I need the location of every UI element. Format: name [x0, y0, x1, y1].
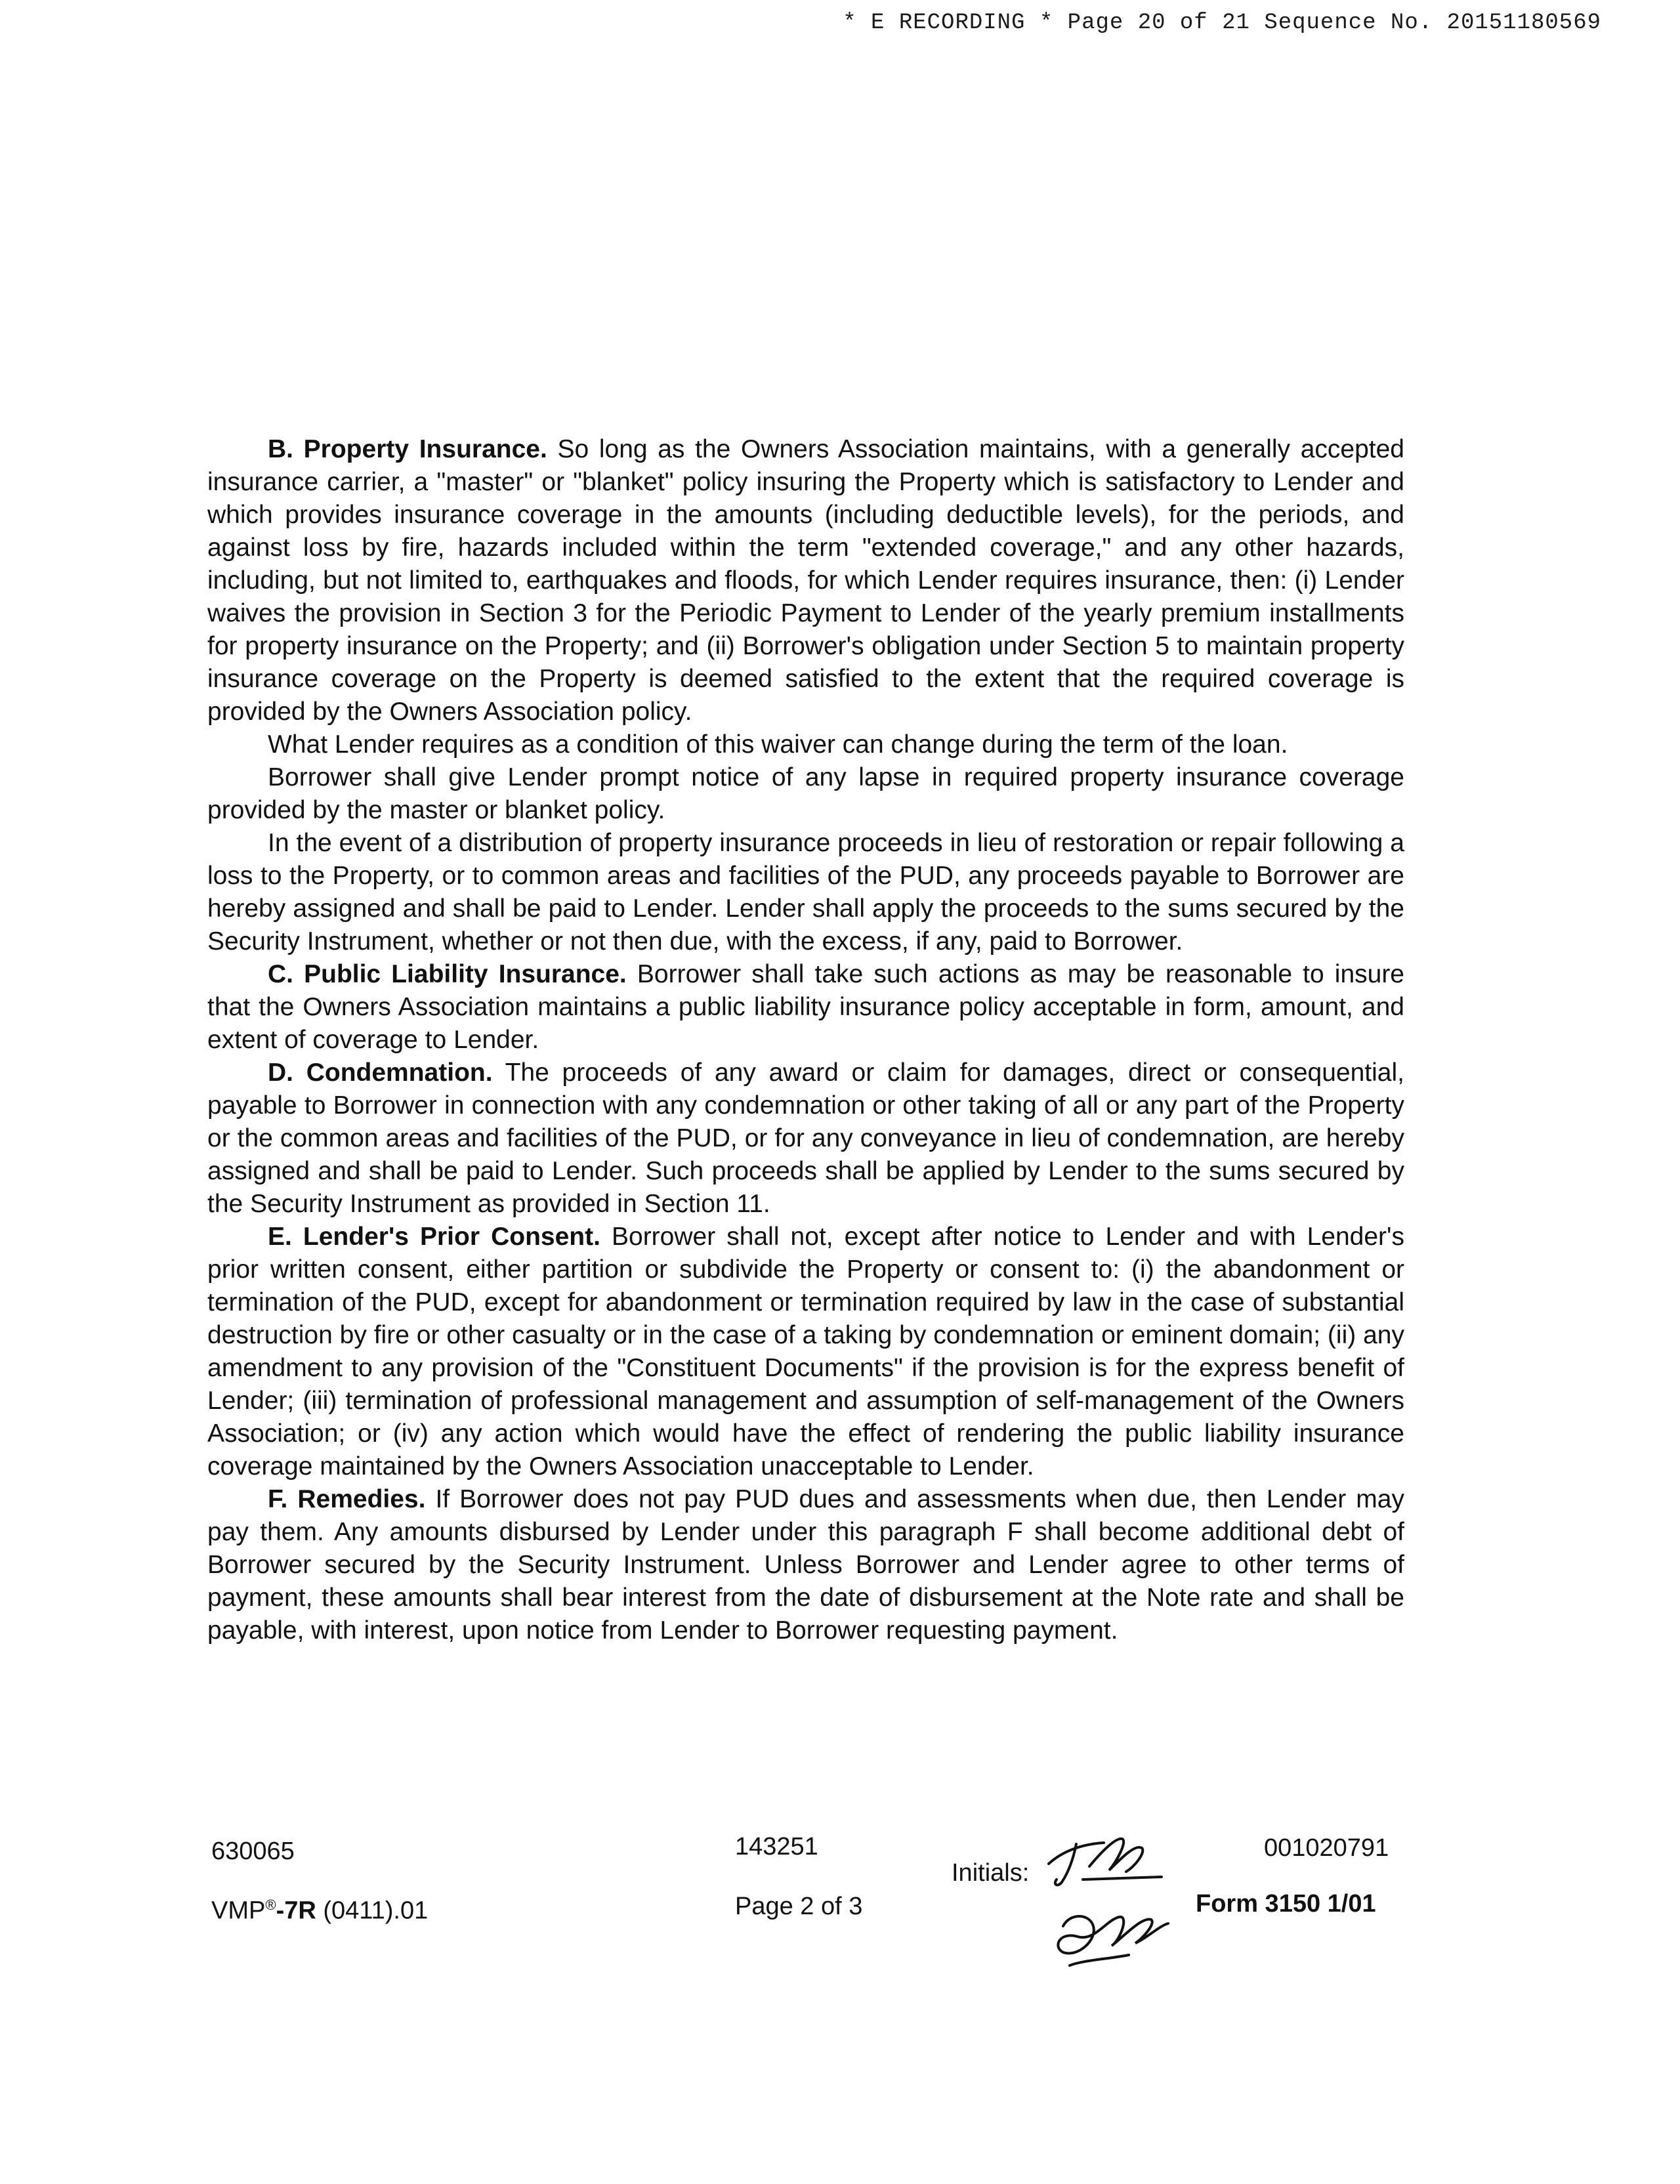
section-text: So long as the Owners Association maintains, with a generally accepted insurance carrier, a "master" or "blanket" policy insuring the Property which is satisfactory to Lender and which provides insurance coverage in the amounts (including deductible levels), for the periods, and against loss by fire, hazards included within the term "extended coverage," and any other hazards, including, but not limited to, earthquakes and floods, for which Lender requires insurance, then: (i) Lender waives the provision in Section 3 for the Periodic Payment to Lender of the yearly premium installments for property insurance on the Property; and (ii) Borrower's obligation under Section 5 to maintain property insurance coverage on the Property is deemed satisfied to the extent that the required coverage is provided by the Owners Association policy. — [207, 435, 1404, 726]
section-text: Borrower shall give Lender prompt notice of any lapse in required property insurance coverage provided by the master or blanket policy. — [207, 763, 1404, 824]
initials-label: Initials: — [952, 1859, 1030, 1887]
section-text: Borrower shall take such actions as may be reasonable to insure that the Owners Association maintains a public liability insurance policy acceptable in form, amount, and extent of coverage to Lender. — [207, 960, 1405, 1054]
form-code — [211, 1897, 428, 1925]
section-text: Borrower shall not, except after notice to Lender and with Lender's prior written consent, either partition or subdivide the Property or consent to: (i) the abandonment or termination of the PUD, except for abandonment or termination required by law in the case of substantial destruction by fire or other casualty or in the case of a taking by condemnation or eminent domain; (ii) any amendment to any provision of the "Constituent Documents" if the provision is for the express benefit of Lender; (iii) termination of professional management and assumption of self-management of the Owners Association; or (iv) any action which would have the effect of rendering the public liability insurance coverage maintained by the Owners Association unacceptable to Lender. — [207, 1223, 1404, 1480]
section-text: What Lender requires as a condition of this waiver can change during the term of the loan. — [268, 730, 1288, 759]
form-code-suffix: (0411).01 — [316, 1897, 429, 1925]
section-title: F. Remedies. — [268, 1485, 426, 1513]
page-label: Page 2 of 3 — [735, 1893, 863, 1920]
paragraph-waiver-condition — [207, 728, 1404, 761]
section-public-liability-insurance — [207, 958, 1404, 1057]
form-number: Form 3150 1/01 — [1196, 1890, 1376, 1918]
form-code-prefix: VMP — [211, 1897, 266, 1925]
paragraph-insurance-proceeds — [207, 827, 1404, 958]
section-title: E. Lender's Prior Consent. — [268, 1223, 600, 1251]
section-text: In the event of a distribution of property insurance proceeds in lieu of restoration or repair following a loss to the Property, or to common areas and facilities of the PUD, any proceeds payable to Borrower are hereby assigned and shall be paid to Lender. Lender shall apply the proceeds to the sums secured by the Security Instrument, whether or not then due, with the excess, if any, paid to Borrower. — [207, 829, 1404, 956]
section-property-insurance — [207, 433, 1404, 728]
section-text: The proceeds of any award or claim for damages, direct or consequential, payable to Borrower in connection with any condemnation or other taking of all or any part of the Property or the common areas and facilities of the PUD, or for any conveyance in lieu of condemnation, are hereby assigned and shall be paid to Lender. Such proceeds shall be applied by Lender to the sums secured by the Security Instrument as provided in Section 11. — [207, 1059, 1404, 1218]
recording-header: * E RECORDING * Page 20 of 21 Sequence No. 20151180569 — [843, 10, 1601, 35]
paragraph-lapse-notice — [207, 761, 1404, 827]
loan-number-center: 143251 — [735, 1833, 818, 1860]
form-code-registered: ® — [265, 1897, 276, 1913]
section-lenders-prior-consent — [207, 1221, 1404, 1483]
loan-number-right: 001020791 — [1264, 1834, 1389, 1862]
section-text: If Borrower does not pay PUD dues and assessments when due, then Lender may pay them. Any amounts disbursed by Lender under this paragraph F shall become additional debt of Borrower secured by the Security Instrument. Unless Borrower and Lender agree to other terms of payment, these amounts shall bear interest from the date of disbursement at the Note rate and shall be payable, with interest, upon notice from Lender to Borrower requesting payment. — [207, 1485, 1404, 1645]
initials-signature-bottom-icon — [1043, 1900, 1175, 1979]
loan-number-left: 630065 — [211, 1838, 295, 1865]
section-remedies — [207, 1483, 1404, 1647]
section-title: D. Condemnation. — [268, 1059, 493, 1087]
initials-signature-top-icon — [1043, 1824, 1175, 1897]
section-title: B. Property Insurance. — [268, 435, 547, 463]
section-condemnation — [207, 1057, 1404, 1221]
form-code-bold: -7R — [276, 1897, 316, 1925]
section-title: C. Public Liability Insurance. — [268, 960, 627, 988]
document-body — [207, 433, 1404, 1647]
